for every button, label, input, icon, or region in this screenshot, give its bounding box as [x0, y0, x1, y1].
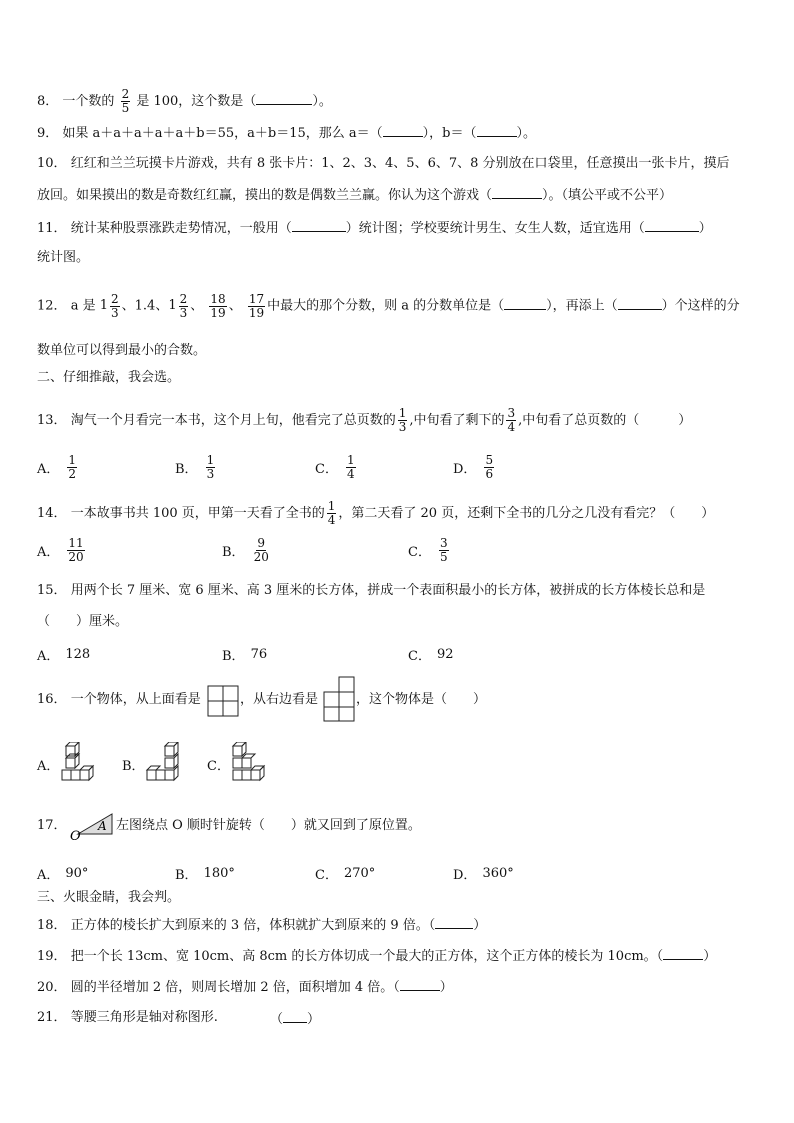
q12-fraction-3: $\frac{18}{19}$ [210, 291, 226, 320]
question-13: 13． 淘气一个月看完一本书，这个月上旬，他看完了总页数的 $\frac{1}{3}$ ,中旬看了剩下的 $\frac{3}{4}$ ,中旬看了总页数的（ ） [37, 406, 692, 434]
question-15-line-2: （ ）厘米。 [37, 614, 129, 629]
section-2-heading: 二、仔细推敲，我会选。 [37, 370, 181, 385]
q9-blank-a[interactable] [383, 124, 423, 137]
question-11-line-2: 统计图。 [37, 250, 90, 265]
cube-figure-b [145, 742, 185, 782]
q21-answer: （ ） [270, 1012, 321, 1027]
q8-text: 一个数的 [62, 94, 115, 109]
q18-blank[interactable] [435, 916, 473, 929]
q15-option-b[interactable]: B． 76 [222, 647, 268, 664]
q13-option-a[interactable]: A． $\frac{1}{2}$ [37, 453, 77, 481]
question-10-line-1: 10． 红红和兰兰玩摸卡片游戏，共有 8 张卡片：1、2、3、4、5、6、7、8 分别放在口袋里，任意摸出一张卡片，摸后 [37, 156, 730, 171]
q16-option-a[interactable]: A． [37, 759, 60, 774]
question-17-number: 17． [37, 818, 67, 833]
question-15-line-1: 15． 用两个长 7 厘米、宽 6 厘米、高 3 厘米的长方体，拼成一个表面积最小的长方体，被拼成的长方体棱长总和是 [37, 583, 706, 598]
question-8: 8． 一个数的 $\frac{2}{5}$ 是 100，这个数是（ ）。 [37, 87, 332, 115]
question-18: 18． 正方体的棱长扩大到原来的 3 倍，体积就扩大到原来的 9 倍。（ ） [37, 918, 487, 933]
q17-option-c[interactable]: C． 270° [315, 866, 376, 883]
q8-number: 8． [37, 94, 59, 109]
q13-option-c[interactable]: C． $\frac{1}{4}$ [315, 453, 355, 481]
question-21: 21． 等腰三角形是轴对称图形. [37, 1010, 218, 1025]
section-3-heading: 三、火眼金睛，我会判。 [37, 890, 181, 905]
q14-option-c[interactable]: C． $\frac{3}{5}$ [408, 536, 448, 564]
q9-text: 如果 a＋a＋a＋a＋a＋b＝55，a＋b＝15，那么 a＝（ [62, 126, 383, 141]
q15-option-c[interactable]: C． 92 [408, 647, 454, 664]
point-o-label: O [70, 829, 81, 842]
question-19: 19． 把一个长 13cm、宽 10cm、高 8cm 的长方体切成一个最大的正方体，这个正方体的棱长为 10cm。（ ） [37, 949, 717, 964]
q12-blank-2[interactable] [618, 297, 662, 310]
q8-text-2: 是 100，这个数是（ [136, 94, 257, 109]
q13-option-b[interactable]: B． $\frac{1}{3}$ [175, 453, 215, 481]
q15-option-a[interactable]: A． 128 [37, 647, 91, 664]
q14-option-b[interactable]: B． $\frac{9}{20}$ [222, 536, 269, 564]
point-a-label: A [98, 819, 107, 833]
q12-blank-1[interactable] [504, 297, 546, 310]
q10-blank[interactable] [492, 186, 542, 199]
question-12-line-1: 12． a 是 1 $\frac{2}{3}$ 、1.4、 1 $\frac{2}{3}$ 、 $\frac{18}{19}$ 、 $\frac{17}{19}$ 中最大的那个分数，则 a 的分数单位是（ ），再添上（ ）个这样的分 [37, 289, 740, 324]
q16-option-b[interactable]: B． [122, 759, 145, 774]
q21-blank[interactable] [283, 1010, 307, 1023]
cube-figure-c [229, 742, 269, 782]
question-14: 14． 一本故事书共 100 页，甲第一天看了全书的 $\frac{1}{4}$ ，第二天看了 20 页，还剩下全书的几分之几没有看完？（ ） [37, 499, 715, 527]
q17-option-a[interactable]: A． 90° [37, 866, 89, 883]
q9-blank-b[interactable] [477, 124, 517, 137]
q12-fraction-4: $\frac{17}{19}$ [248, 291, 265, 320]
q16-option-c[interactable]: C． [207, 759, 230, 774]
q19-blank[interactable] [663, 947, 703, 960]
q13-option-d[interactable]: D． $\frac{5}{6}$ [453, 453, 494, 481]
question-20: 20． 圆的半径增加 2 倍，则周长增加 2 倍，面积增加 4 倍。（ ） [37, 980, 453, 995]
question-16-text-2: ，从右边看是 [240, 692, 319, 707]
q20-blank[interactable] [400, 978, 440, 991]
question-10-line-2: 放回。如果摸出的数是奇数红红赢，摸出的数是偶数兰兰赢。你认为这个游戏（ ）。（填公平或不公平） [37, 188, 673, 203]
right-view-figure [322, 676, 356, 722]
q8-fraction: $\frac{2}{5}$ [121, 87, 130, 115]
q14-option-a[interactable]: A． $\frac{11}{20}$ [37, 536, 84, 564]
q17-option-b[interactable]: B． 180° [175, 866, 235, 883]
question-16-text-3: ，这个物体是（ ） [356, 692, 487, 707]
q8-answer-blank[interactable] [256, 92, 312, 105]
q11-blank-2[interactable] [645, 219, 699, 232]
question-11-line-1: 11． 统计某种股票涨跌走势情况，一般用（ ）统计图；学校要统计男生、女生人数，适宜选用（ ） [37, 221, 712, 236]
q12-mixed-1: 1 $\frac{2}{3}$ [99, 291, 119, 320]
rotation-figure [68, 808, 116, 842]
q17-option-d[interactable]: D． 360° [453, 866, 514, 883]
question-16: 16． 一个物体，从上面看是 [37, 692, 201, 707]
top-view-figure [207, 685, 239, 717]
q11-blank-1[interactable] [292, 219, 346, 232]
question-12-line-2: 数单位可以得到最小的合数。 [37, 343, 207, 358]
q12-mixed-2: 1 $\frac{2}{3}$ [168, 291, 188, 320]
question-17-text: 左图绕点 O 顺时针旋转（ ）就又回到了原位置。 [116, 818, 421, 833]
cube-figure-a [60, 742, 96, 782]
question-9: 9． 如果 a＋a＋a＋a＋a＋b＝55，a＋b＝15，那么 a＝（ ），b＝（ ）。 [37, 126, 537, 141]
